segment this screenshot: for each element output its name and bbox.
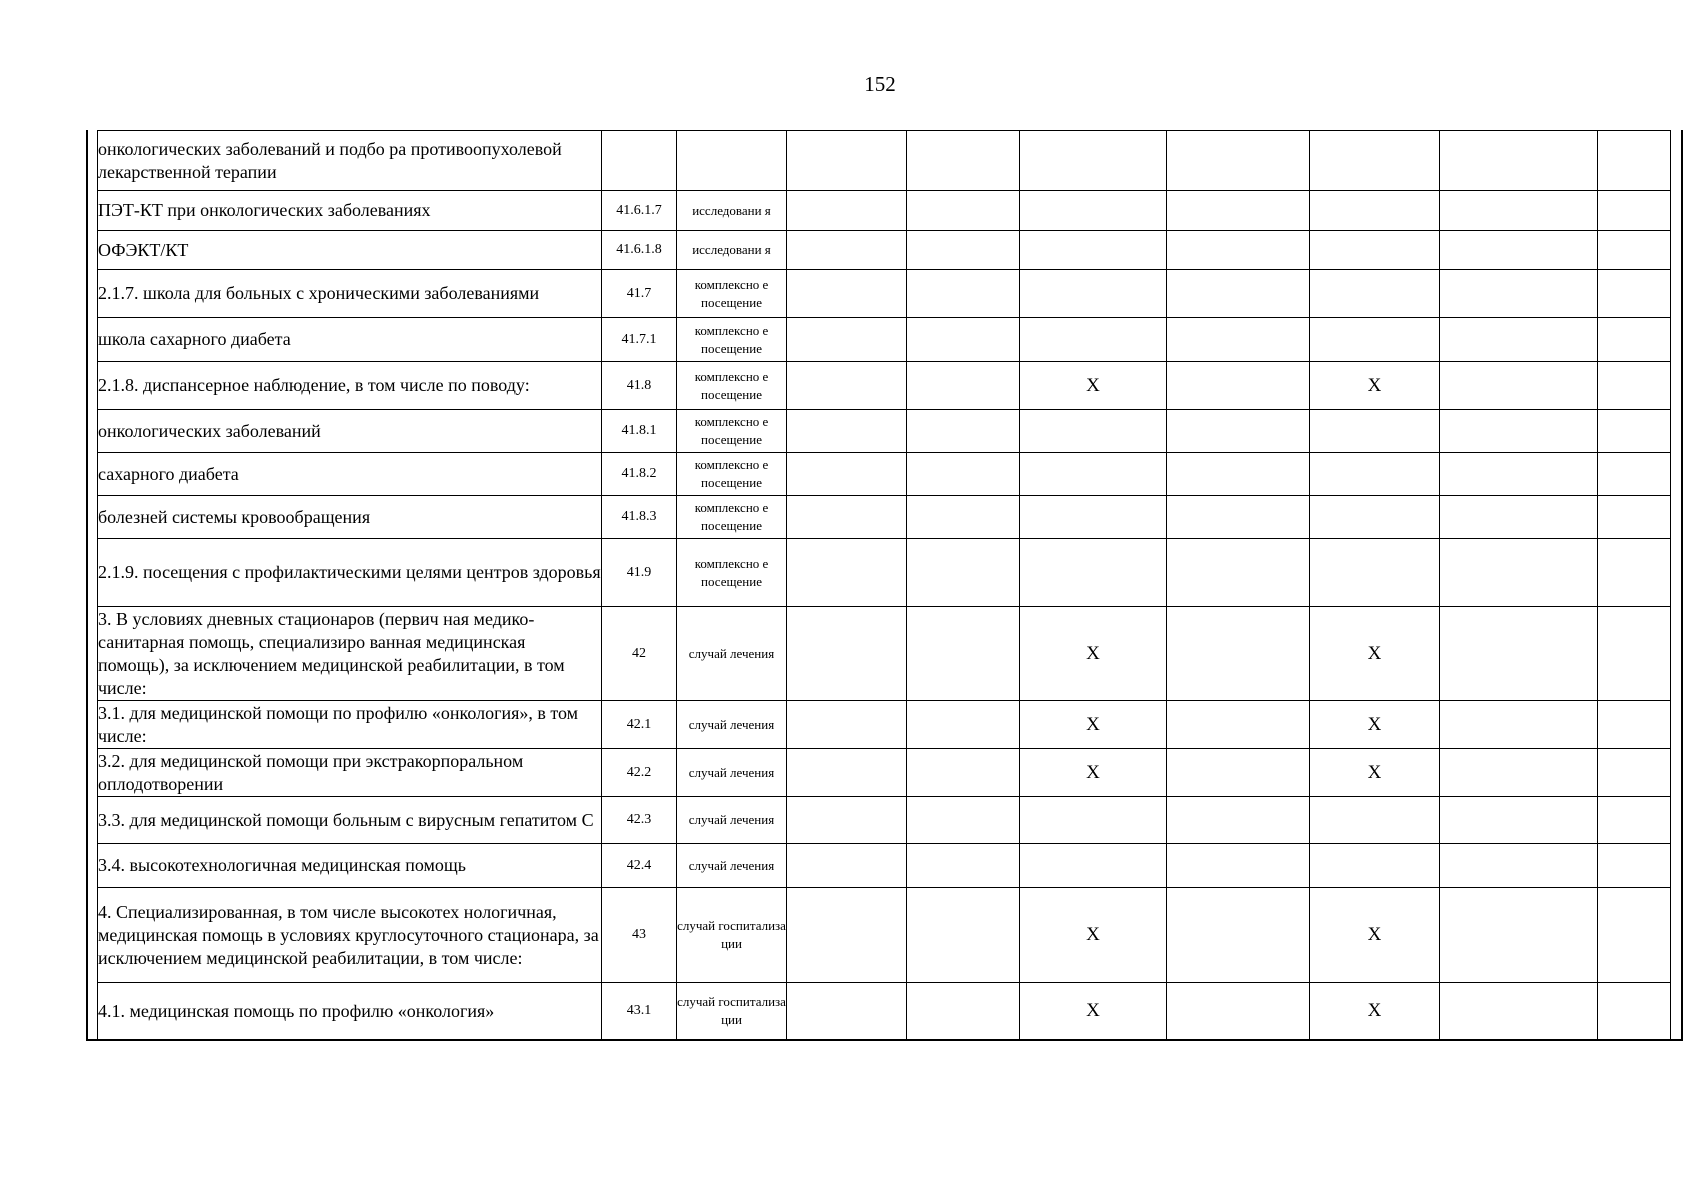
value-cell: [907, 983, 1020, 1040]
table-row: [98, 191, 1671, 231]
value-cell: [907, 191, 1020, 231]
value-cell: [1440, 797, 1598, 844]
value-cell: [1440, 539, 1598, 607]
value-cell: [1167, 539, 1310, 607]
value-cell: [1310, 453, 1440, 496]
value-cell: [907, 888, 1020, 983]
value-cell: [787, 607, 907, 701]
row-name: школа сахарного диабета: [98, 318, 602, 362]
value-cell: [1598, 797, 1671, 844]
value-cell: [787, 844, 907, 888]
row-unit: комплексно е посещение: [677, 318, 787, 362]
value-cell: [1167, 318, 1310, 362]
row-code: 43.1: [602, 983, 677, 1040]
value-cell: [1598, 191, 1671, 231]
row-code: 41.8: [602, 362, 677, 410]
value-cell: [787, 231, 907, 270]
value-cell: [1310, 231, 1440, 270]
value-cell: [1167, 888, 1310, 983]
value-cell: [787, 888, 907, 983]
value-cell: [787, 539, 907, 607]
value-cell: [787, 318, 907, 362]
row-unit: комплексно е посещение: [677, 270, 787, 318]
table-row: [98, 701, 1671, 749]
row-code: 42.3: [602, 797, 677, 844]
row-unit: случай лечения: [677, 749, 787, 797]
value-cell: [1598, 231, 1671, 270]
value-cell: [1310, 496, 1440, 539]
value-cell: [1167, 607, 1310, 701]
value-cell: [1310, 539, 1440, 607]
value-cell: [1440, 983, 1598, 1040]
value-cell: [1167, 191, 1310, 231]
value-cell: [787, 797, 907, 844]
row-unit: случай лечения: [677, 844, 787, 888]
value-cell: [1167, 131, 1310, 191]
value-cell: [1310, 131, 1440, 191]
value-cell: [1598, 844, 1671, 888]
value-cell: [787, 701, 907, 749]
value-cell: [1310, 318, 1440, 362]
value-cell: X: [1310, 888, 1440, 983]
value-cell: X: [1310, 983, 1440, 1040]
value-cell: [907, 318, 1020, 362]
value-cell: [1598, 131, 1671, 191]
value-cell: [1167, 749, 1310, 797]
value-cell: [1020, 231, 1167, 270]
value-cell: [1598, 496, 1671, 539]
value-cell: [1440, 362, 1598, 410]
row-code: 41.7: [602, 270, 677, 318]
table-row: [98, 797, 1671, 844]
value-cell: [1440, 607, 1598, 701]
data-table: [97, 130, 1671, 1040]
value-cell: [787, 983, 907, 1040]
row-name: 3. В условиях дневных стационаров (первич ная медико-санитарная помощь, специализиро ванная медицинская помощь), за исключением медицинской реабилитации, в том числе:: [98, 607, 602, 701]
row-name: болезней системы кровообращения: [98, 496, 602, 539]
row-code: 43: [602, 888, 677, 983]
row-unit: комплексно е посещение: [677, 453, 787, 496]
value-cell: [1440, 231, 1598, 270]
value-cell: [1440, 191, 1598, 231]
value-cell: [1310, 797, 1440, 844]
row-unit: случай лечения: [677, 701, 787, 749]
value-cell: [1440, 453, 1598, 496]
value-cell: [907, 607, 1020, 701]
table-row: [98, 453, 1671, 496]
row-unit: комплексно е посещение: [677, 410, 787, 453]
value-cell: [1020, 410, 1167, 453]
value-cell: [1310, 270, 1440, 318]
row-name: 4.1. медицинская помощь по профилю «онкология»: [98, 983, 602, 1040]
table-row: [98, 231, 1671, 270]
row-name: онкологических заболеваний и подбо ра противоопухолевой лекарственной терапии: [98, 131, 602, 191]
row-name: 3.1. для медицинской помощи по профилю «онкология», в том числе:: [98, 701, 602, 749]
value-cell: [1598, 270, 1671, 318]
row-name: 2.1.9. посещения с профилактическими целями центров здоровья: [98, 539, 602, 607]
row-unit: исследовани я: [677, 191, 787, 231]
row-code: 41.6.1.8: [602, 231, 677, 270]
row-unit: случай лечения: [677, 607, 787, 701]
value-cell: [787, 131, 907, 191]
row-name: 3.4. высокотехнологичная медицинская помощь: [98, 844, 602, 888]
table-row: [98, 607, 1671, 701]
value-cell: [1020, 453, 1167, 496]
value-cell: [787, 191, 907, 231]
value-cell: [907, 453, 1020, 496]
row-name: 2.1.7. школа для больных с хроническими заболеваниями: [98, 270, 602, 318]
table-body: [98, 131, 1671, 1040]
value-cell: [1440, 318, 1598, 362]
row-name: ОФЭКТ/КТ: [98, 231, 602, 270]
value-cell: [907, 749, 1020, 797]
row-code: 42.4: [602, 844, 677, 888]
table-row: [98, 539, 1671, 607]
value-cell: X: [1310, 607, 1440, 701]
row-code: 42.1: [602, 701, 677, 749]
value-cell: [1020, 844, 1167, 888]
table-row: [98, 496, 1671, 539]
value-cell: [1598, 453, 1671, 496]
value-cell: [1440, 844, 1598, 888]
table-row: [98, 844, 1671, 888]
table-row: [98, 410, 1671, 453]
value-cell: [1598, 607, 1671, 701]
value-cell: [1020, 539, 1167, 607]
value-cell: [1167, 844, 1310, 888]
row-unit: комплексно е посещение: [677, 539, 787, 607]
row-name: сахарного диабета: [98, 453, 602, 496]
row-code: 41.7.1: [602, 318, 677, 362]
value-cell: [1440, 270, 1598, 318]
value-cell: [787, 453, 907, 496]
row-code: 42.2: [602, 749, 677, 797]
value-cell: [1598, 749, 1671, 797]
value-cell: [1440, 131, 1598, 191]
value-cell: [1598, 539, 1671, 607]
value-cell: [907, 701, 1020, 749]
value-cell: [1020, 797, 1167, 844]
value-cell: [1167, 797, 1310, 844]
value-cell: [1167, 496, 1310, 539]
value-cell: [1598, 410, 1671, 453]
value-cell: [1310, 844, 1440, 888]
row-unit: исследовани я: [677, 231, 787, 270]
table-row: [98, 362, 1671, 410]
value-cell: [787, 362, 907, 410]
row-code: 41.8.1: [602, 410, 677, 453]
value-cell: [907, 131, 1020, 191]
value-cell: [1167, 983, 1310, 1040]
value-cell: [907, 362, 1020, 410]
table-row: [98, 270, 1671, 318]
value-cell: [1598, 701, 1671, 749]
row-name: 2.1.8. диспансерное наблюдение, в том числе по поводу:: [98, 362, 602, 410]
row-name: онкологических заболеваний: [98, 410, 602, 453]
value-cell: [907, 231, 1020, 270]
value-cell: [1020, 318, 1167, 362]
value-cell: X: [1310, 362, 1440, 410]
row-unit: комплексно е посещение: [677, 496, 787, 539]
value-cell: [1310, 191, 1440, 231]
row-name: 4. Специализированная, в том числе высокотех нологичная, медицинская помощь в условиях круглосуточного стационара, за исключением медицинской реабилитации, в том числе:: [98, 888, 602, 983]
value-cell: [1167, 270, 1310, 318]
table-row: [98, 983, 1671, 1040]
value-cell: [907, 539, 1020, 607]
value-cell: [1020, 270, 1167, 318]
value-cell: X: [1020, 362, 1167, 410]
value-cell: X: [1020, 888, 1167, 983]
value-cell: [787, 270, 907, 318]
value-cell: [1020, 496, 1167, 539]
value-cell: [907, 797, 1020, 844]
value-cell: [1167, 231, 1310, 270]
value-cell: [787, 410, 907, 453]
row-code: 41.8.2: [602, 453, 677, 496]
row-code: 42: [602, 607, 677, 701]
value-cell: [787, 496, 907, 539]
value-cell: X: [1020, 607, 1167, 701]
row-code: [602, 131, 677, 191]
value-cell: [1440, 888, 1598, 983]
value-cell: [1598, 888, 1671, 983]
page-number: 152: [864, 72, 896, 96]
row-unit: [677, 131, 787, 191]
row-unit: случай госпитализа ции: [677, 888, 787, 983]
value-cell: [1440, 496, 1598, 539]
value-cell: [907, 844, 1020, 888]
row-name: ПЭТ-КТ при онкологических заболеваниях: [98, 191, 602, 231]
value-cell: X: [1020, 749, 1167, 797]
table-row: [98, 131, 1671, 191]
value-cell: [1440, 749, 1598, 797]
row-name: 3.2. для медицинской помощи при экстракорпоральном оплодотворении: [98, 749, 602, 797]
row-unit: случай госпитализа ции: [677, 983, 787, 1040]
row-name: 3.3. для медицинской помощи больным с вирусным гепатитом С: [98, 797, 602, 844]
value-cell: [1167, 701, 1310, 749]
value-cell: [787, 749, 907, 797]
value-cell: [1440, 701, 1598, 749]
row-code: 41.6.1.7: [602, 191, 677, 231]
value-cell: [1167, 362, 1310, 410]
row-unit: случай лечения: [677, 797, 787, 844]
value-cell: [1167, 410, 1310, 453]
table-row: [98, 318, 1671, 362]
value-cell: [1020, 191, 1167, 231]
value-cell: [1020, 131, 1167, 191]
row-code: 41.9: [602, 539, 677, 607]
value-cell: [907, 410, 1020, 453]
value-cell: X: [1310, 749, 1440, 797]
table-row: [98, 749, 1671, 797]
row-unit: комплексно е посещение: [677, 362, 787, 410]
value-cell: [1598, 983, 1671, 1040]
value-cell: [1598, 318, 1671, 362]
value-cell: X: [1020, 701, 1167, 749]
table-row: [98, 888, 1671, 983]
value-cell: X: [1020, 983, 1167, 1040]
value-cell: [907, 270, 1020, 318]
value-cell: [1440, 410, 1598, 453]
value-cell: [1310, 410, 1440, 453]
value-cell: [907, 496, 1020, 539]
value-cell: X: [1310, 701, 1440, 749]
row-code: 41.8.3: [602, 496, 677, 539]
value-cell: [1598, 362, 1671, 410]
value-cell: [1167, 453, 1310, 496]
